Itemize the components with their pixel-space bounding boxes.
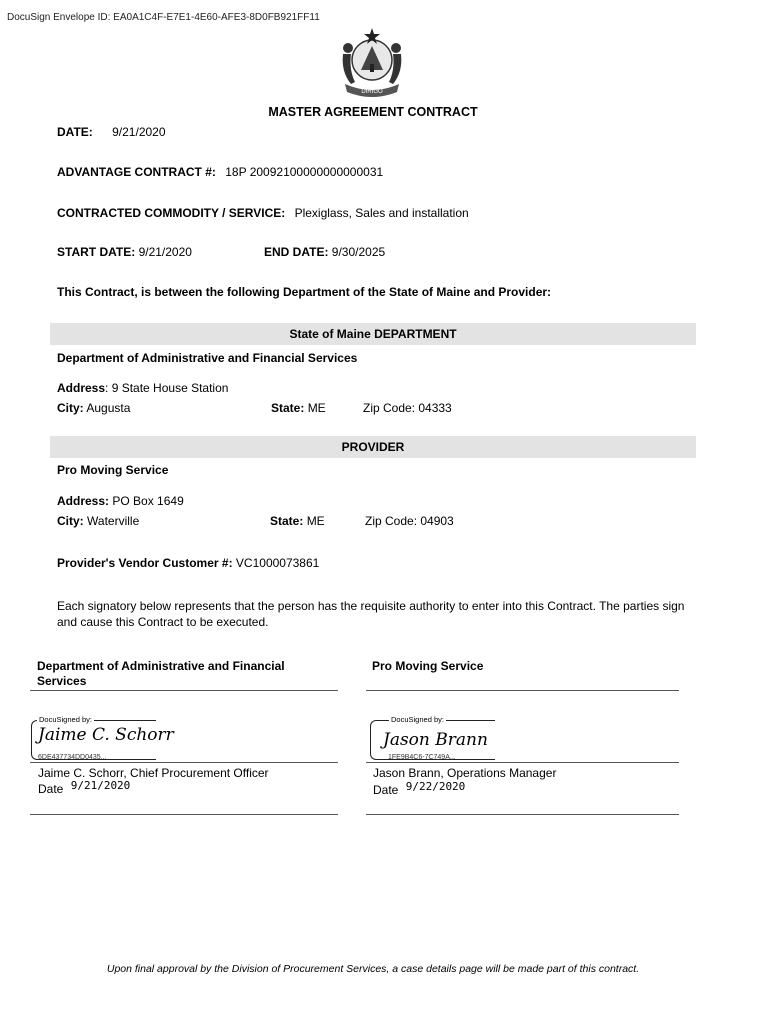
right-name-title: Jason Brann, Operations Manager	[373, 766, 557, 780]
provider-name: Pro Moving Service	[57, 463, 169, 477]
date-value: 9/21/2020	[112, 125, 166, 139]
left-signature-rule	[30, 762, 338, 763]
right-signature[interactable]: Jason Brann	[383, 730, 488, 750]
end-date-line	[264, 245, 385, 259]
department-address-value: : 9 State House Station	[105, 381, 229, 395]
vendor-value: VC1000073861	[235, 556, 320, 570]
provider-address	[57, 494, 184, 508]
provider-state	[270, 514, 325, 528]
department-address-label: Address	[57, 381, 106, 395]
authority-text: Each signatory below represents that the person has the requisite authority to enter into this Contract. The parties sign and cause this Contract to be executed.	[57, 599, 685, 629]
left-date-label: Date	[38, 782, 64, 796]
left-envelope-code: 6DE437734DD0435...	[38, 754, 107, 761]
department-band: State of Maine DEPARTMENT	[50, 323, 696, 345]
date-line	[57, 125, 166, 139]
right-docusigned-label: DocuSigned by:	[391, 715, 444, 724]
left-docusigned-label: DocuSigned by:	[39, 715, 92, 724]
provider-band: PROVIDER	[50, 436, 696, 458]
advantage-line	[57, 165, 383, 179]
department-city-value: Augusta	[86, 401, 131, 415]
left-date-line	[38, 779, 131, 796]
start-date-value: 9/21/2020	[138, 245, 192, 259]
document-title: MASTER AGREEMENT CONTRACT	[268, 105, 478, 119]
end-date-label: END DATE:	[264, 245, 329, 259]
right-envelope-code: 1FE9B4C6-7C749A...	[388, 754, 456, 761]
seal-text: DIRIGO	[361, 89, 383, 95]
provider-state-value: ME	[306, 514, 325, 528]
left-signatory-org: Department of Administrative and Financial Services	[37, 659, 285, 688]
right-date-label: Date	[373, 783, 399, 797]
envelope-id: DocuSign Envelope ID: EA0A1C4F-E7E1-4E60-AFE3-8D0FB921FF11	[7, 12, 320, 23]
provider-city	[57, 514, 139, 528]
right-signature-rule	[366, 762, 679, 763]
advantage-value: 18P 20092100000000000031	[225, 165, 384, 179]
department-city	[57, 401, 130, 415]
vendor-label: Provider's Vendor Customer #:	[57, 556, 233, 570]
commodity-label: CONTRACTED COMMODITY / SERVICE:	[57, 206, 286, 220]
provider-state-label: State:	[270, 514, 304, 528]
left-bottom-rule	[30, 814, 338, 815]
department-address	[57, 381, 228, 395]
department-city-label: City:	[57, 401, 84, 415]
provider-city-label: City:	[57, 514, 84, 528]
commodity-line	[57, 206, 469, 220]
start-date-line	[57, 245, 192, 259]
left-date-value: 9/21/2020	[70, 779, 131, 792]
provider-address-label: Address:	[57, 494, 110, 508]
end-date-value: 9/30/2025	[331, 245, 386, 259]
date-label: DATE:	[57, 125, 93, 139]
department-state-label: State:	[271, 401, 305, 415]
vendor-line	[57, 556, 319, 570]
advantage-label: ADVANTAGE CONTRACT #:	[57, 165, 216, 179]
provider-city-value: Waterville	[87, 514, 140, 528]
right-date-line	[373, 780, 466, 797]
right-bottom-rule	[366, 814, 679, 815]
footer-note: Upon final approval by the Division of Procurement Services, a case details page will be made part of this contract.	[106, 963, 640, 975]
department-name: Department of Administrative and Financial Services	[57, 351, 358, 365]
left-name-title: Jaime C. Schorr, Chief Procurement Officer	[38, 766, 269, 780]
left-signature[interactable]: Jaime C. Schorr	[38, 725, 174, 745]
start-date-label: START DATE:	[57, 245, 136, 259]
commodity-value: Plexiglass, Sales and installation	[294, 206, 469, 220]
provider-zip: Zip Code: 04903	[365, 514, 454, 528]
left-org-rule	[30, 690, 338, 691]
department-state	[271, 401, 326, 415]
state-seal-icon	[333, 24, 411, 100]
department-zip: Zip Code: 04333	[363, 401, 452, 415]
provider-address-value: PO Box 1649	[112, 494, 184, 508]
right-signatory-org: Pro Moving Service	[372, 659, 484, 673]
intro-text: This Contract, is between the following Department of the State of Maine and Provider:	[57, 285, 552, 299]
department-state-value: ME	[307, 401, 326, 415]
right-date-value: 9/22/2020	[405, 780, 466, 793]
right-org-rule	[366, 690, 679, 691]
